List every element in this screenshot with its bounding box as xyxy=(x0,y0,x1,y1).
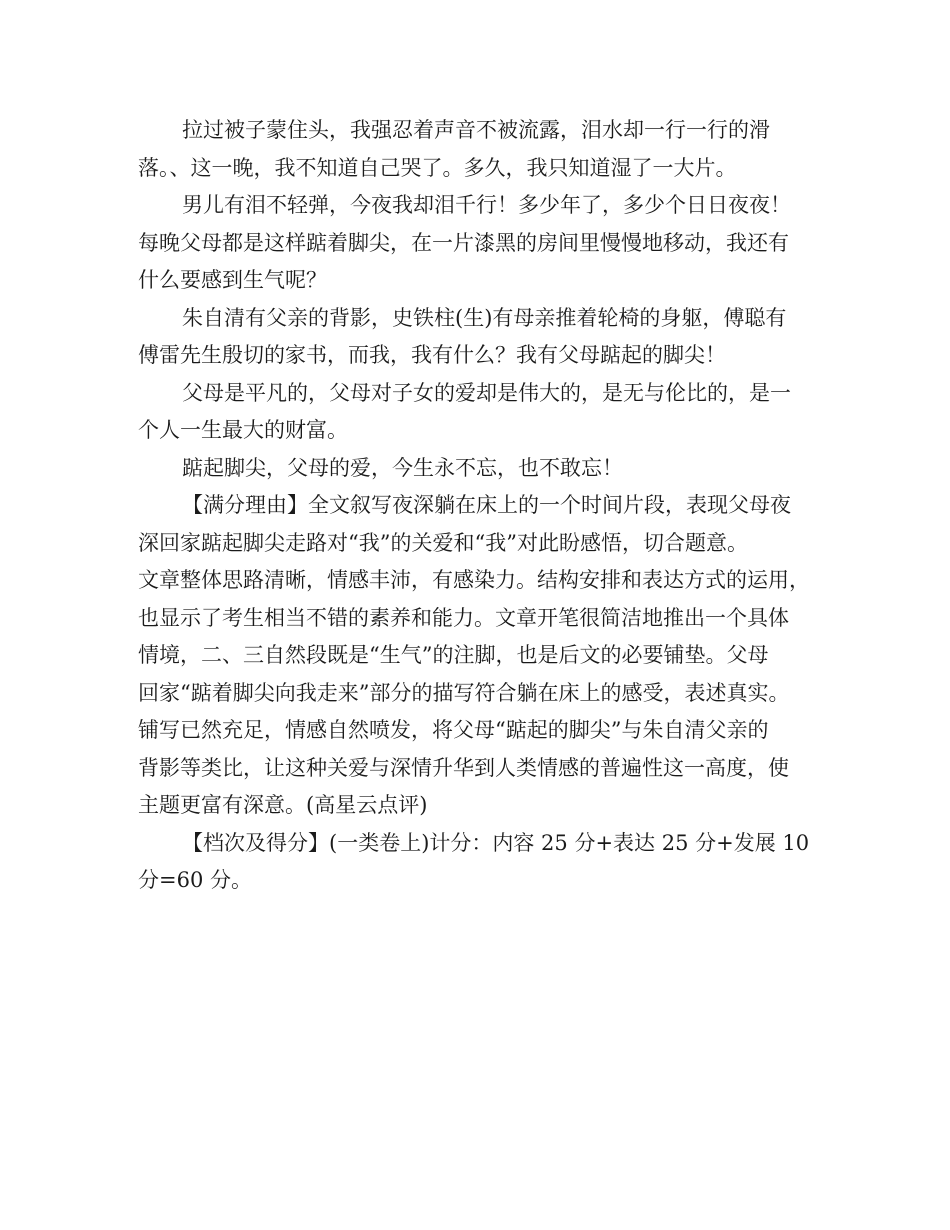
text-line: 铺写已然充足，情感自然喷发，将父母“踮起的脚尖”与朱自清父亲的 xyxy=(138,718,769,742)
text-line: 男儿有泪不轻弹，今夜我却泪千行！多少年了，多少个日日夜夜！ xyxy=(182,193,791,217)
text-line: 父母是平凡的，父母对子女的爱却是伟大的，是无与伦比的，是一 xyxy=(182,380,791,405)
text-line: 【档次及得分】(一类卷上)计分：内容 25 分+表达 25 分+发展 10 xyxy=(182,830,810,855)
text-line: 【满分理由】全文叙写夜深躺在床上的一个时间片段，表现父母夜 xyxy=(182,493,791,517)
text-line: 每晚父母都是这样踮着脚尖，在一片漆黑的房间里慢慢地移动，我还有 xyxy=(138,230,789,255)
text-line: 文章整体思路清晰，情感丰沛，有感染力。结构安排和表达方式的运用， xyxy=(138,568,810,592)
text-line: 分=60 分。 xyxy=(138,868,252,892)
text-line: 主题更富有深意。(高星云点评) xyxy=(138,793,428,817)
text-line: 拉过被子蒙住头，我强忍着声音不被流露，泪水却一行一行的滑 xyxy=(182,118,770,142)
text-line: 也显示了考生相当不错的素养和能力。文章开笔很简洁地推出一个具体 xyxy=(138,605,789,630)
text-line: 背影等类比，让这种关爱与深情升华到人类情感的普遍性这一高度，使 xyxy=(138,755,789,780)
text-line: 回家“踮着脚尖向我走来”部分的描写符合躺在床上的感受，表述真实。 xyxy=(138,680,790,705)
text-line: 个人一生最大的财富。 xyxy=(138,418,348,442)
text-line: 踮起脚尖，父母的爱，今生永不忘，也不敢忘！ xyxy=(182,455,623,480)
text-line: 傅雷先生殷切的家书，而我，我有什么？我有父母踮起的脚尖！ xyxy=(138,343,726,367)
text-line: 深回家踮起脚尖走路对“我”的关爱和“我”对此盼感悟，切合题意。 xyxy=(138,530,748,555)
text-line: 落。、这一晚，我不知道自己哭了。多久，我只知道湿了一大片。 xyxy=(138,155,737,180)
article-text xyxy=(138,112,818,900)
text-line: 朱自清有父亲的背影，史铁柱(生)有母亲推着轮椅的身躯，傅聪有 xyxy=(182,305,787,330)
text-line: 情境，二、三自然段既是“生气”的注脚，也是后文的必要铺垫。父母 xyxy=(138,643,769,667)
text-line: 什么要感到生气呢？ xyxy=(138,268,327,292)
